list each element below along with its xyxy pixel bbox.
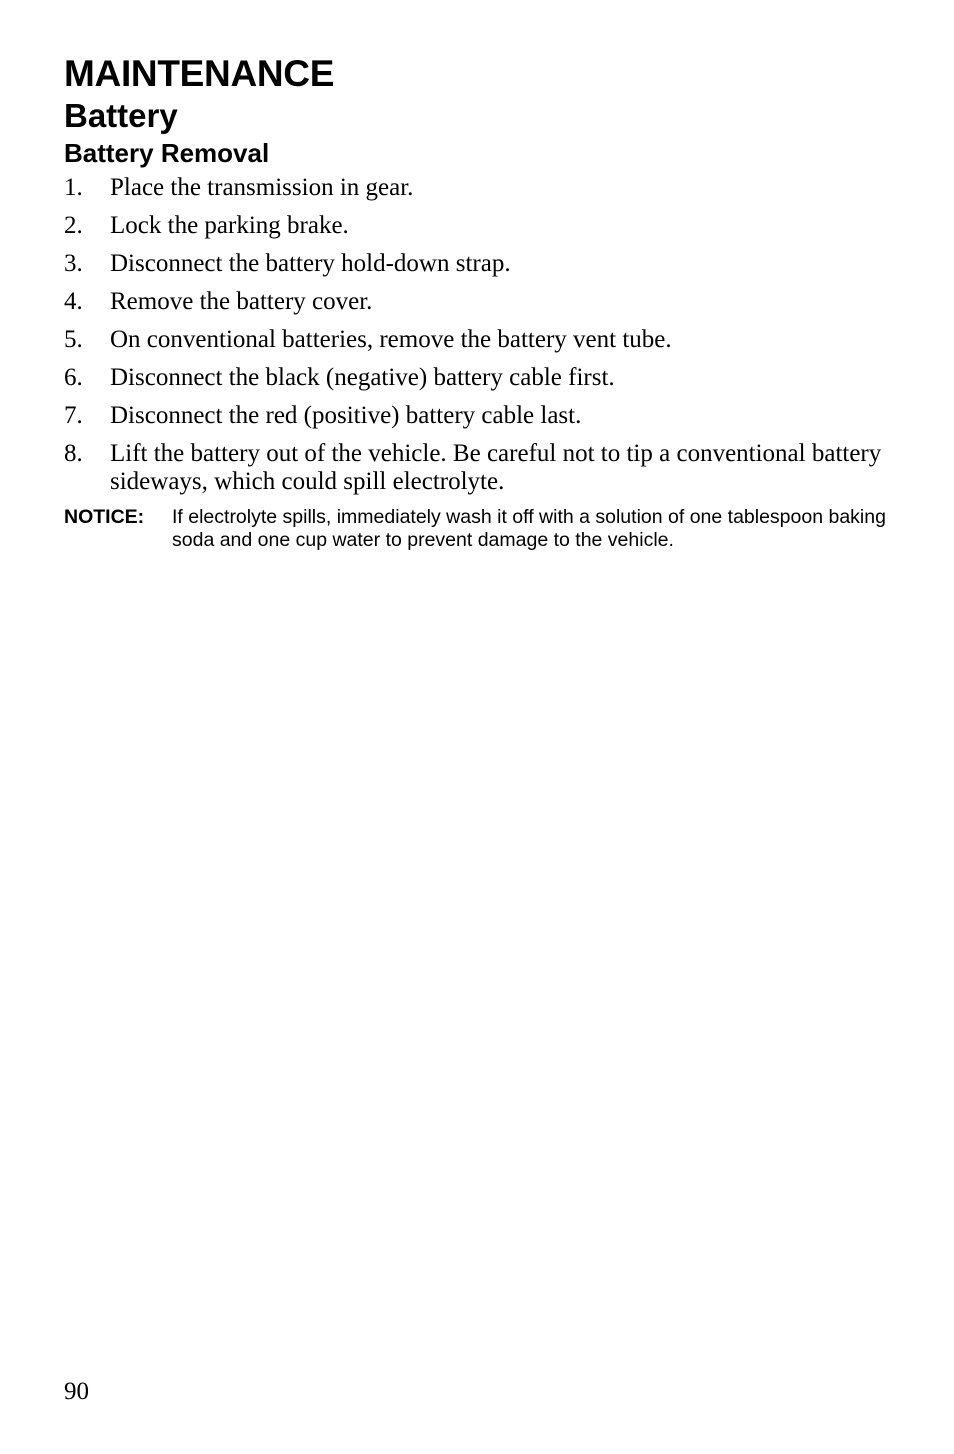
list-item bbox=[64, 212, 894, 240]
step-number: 1. bbox=[64, 174, 83, 201]
topic-title: Battery bbox=[64, 97, 178, 134]
step-number: 3. bbox=[64, 250, 83, 277]
step-number: 2. bbox=[64, 212, 83, 239]
notice-label: NOTICE: bbox=[64, 506, 145, 528]
list-item bbox=[64, 364, 894, 392]
notice-text: If electrolyte spills, immediately wash it off with a solution of one tablespoon baking soda and one cup water to prevent damage to the vehicle. bbox=[172, 506, 886, 551]
step-number: 4. bbox=[64, 288, 83, 315]
list-item bbox=[64, 174, 894, 202]
step-text: Remove the battery cover. bbox=[110, 288, 373, 315]
list-item bbox=[64, 326, 894, 354]
step-text: Disconnect the red (positive) battery cable last. bbox=[110, 402, 582, 429]
notice-block bbox=[64, 506, 894, 552]
step-number: 6. bbox=[64, 364, 83, 391]
removal-steps-list bbox=[64, 174, 894, 496]
page-number: 90 bbox=[64, 1378, 89, 1405]
step-text: Place the transmission in gear. bbox=[110, 174, 414, 201]
page-content bbox=[64, 52, 894, 552]
list-item bbox=[64, 402, 894, 430]
step-number: 5. bbox=[64, 326, 83, 353]
step-text: Disconnect the black (negative) battery cable first. bbox=[110, 364, 615, 391]
step-text: Lock the parking brake. bbox=[110, 212, 349, 239]
list-item bbox=[64, 288, 894, 316]
list-item bbox=[64, 250, 894, 278]
step-number: 8. bbox=[64, 440, 83, 467]
section-title: MAINTENANCE bbox=[64, 53, 335, 94]
step-text: On conventional batteries, remove the battery vent tube. bbox=[110, 326, 672, 353]
step-number: 7. bbox=[64, 402, 83, 429]
step-text: Lift the battery out of the vehicle. Be careful not to tip a conventional battery sideways, which could spill electrolyte. bbox=[110, 440, 882, 495]
subtopic-title: Battery Removal bbox=[64, 138, 270, 168]
list-item bbox=[64, 440, 894, 496]
step-text: Disconnect the battery hold-down strap. bbox=[110, 250, 511, 277]
